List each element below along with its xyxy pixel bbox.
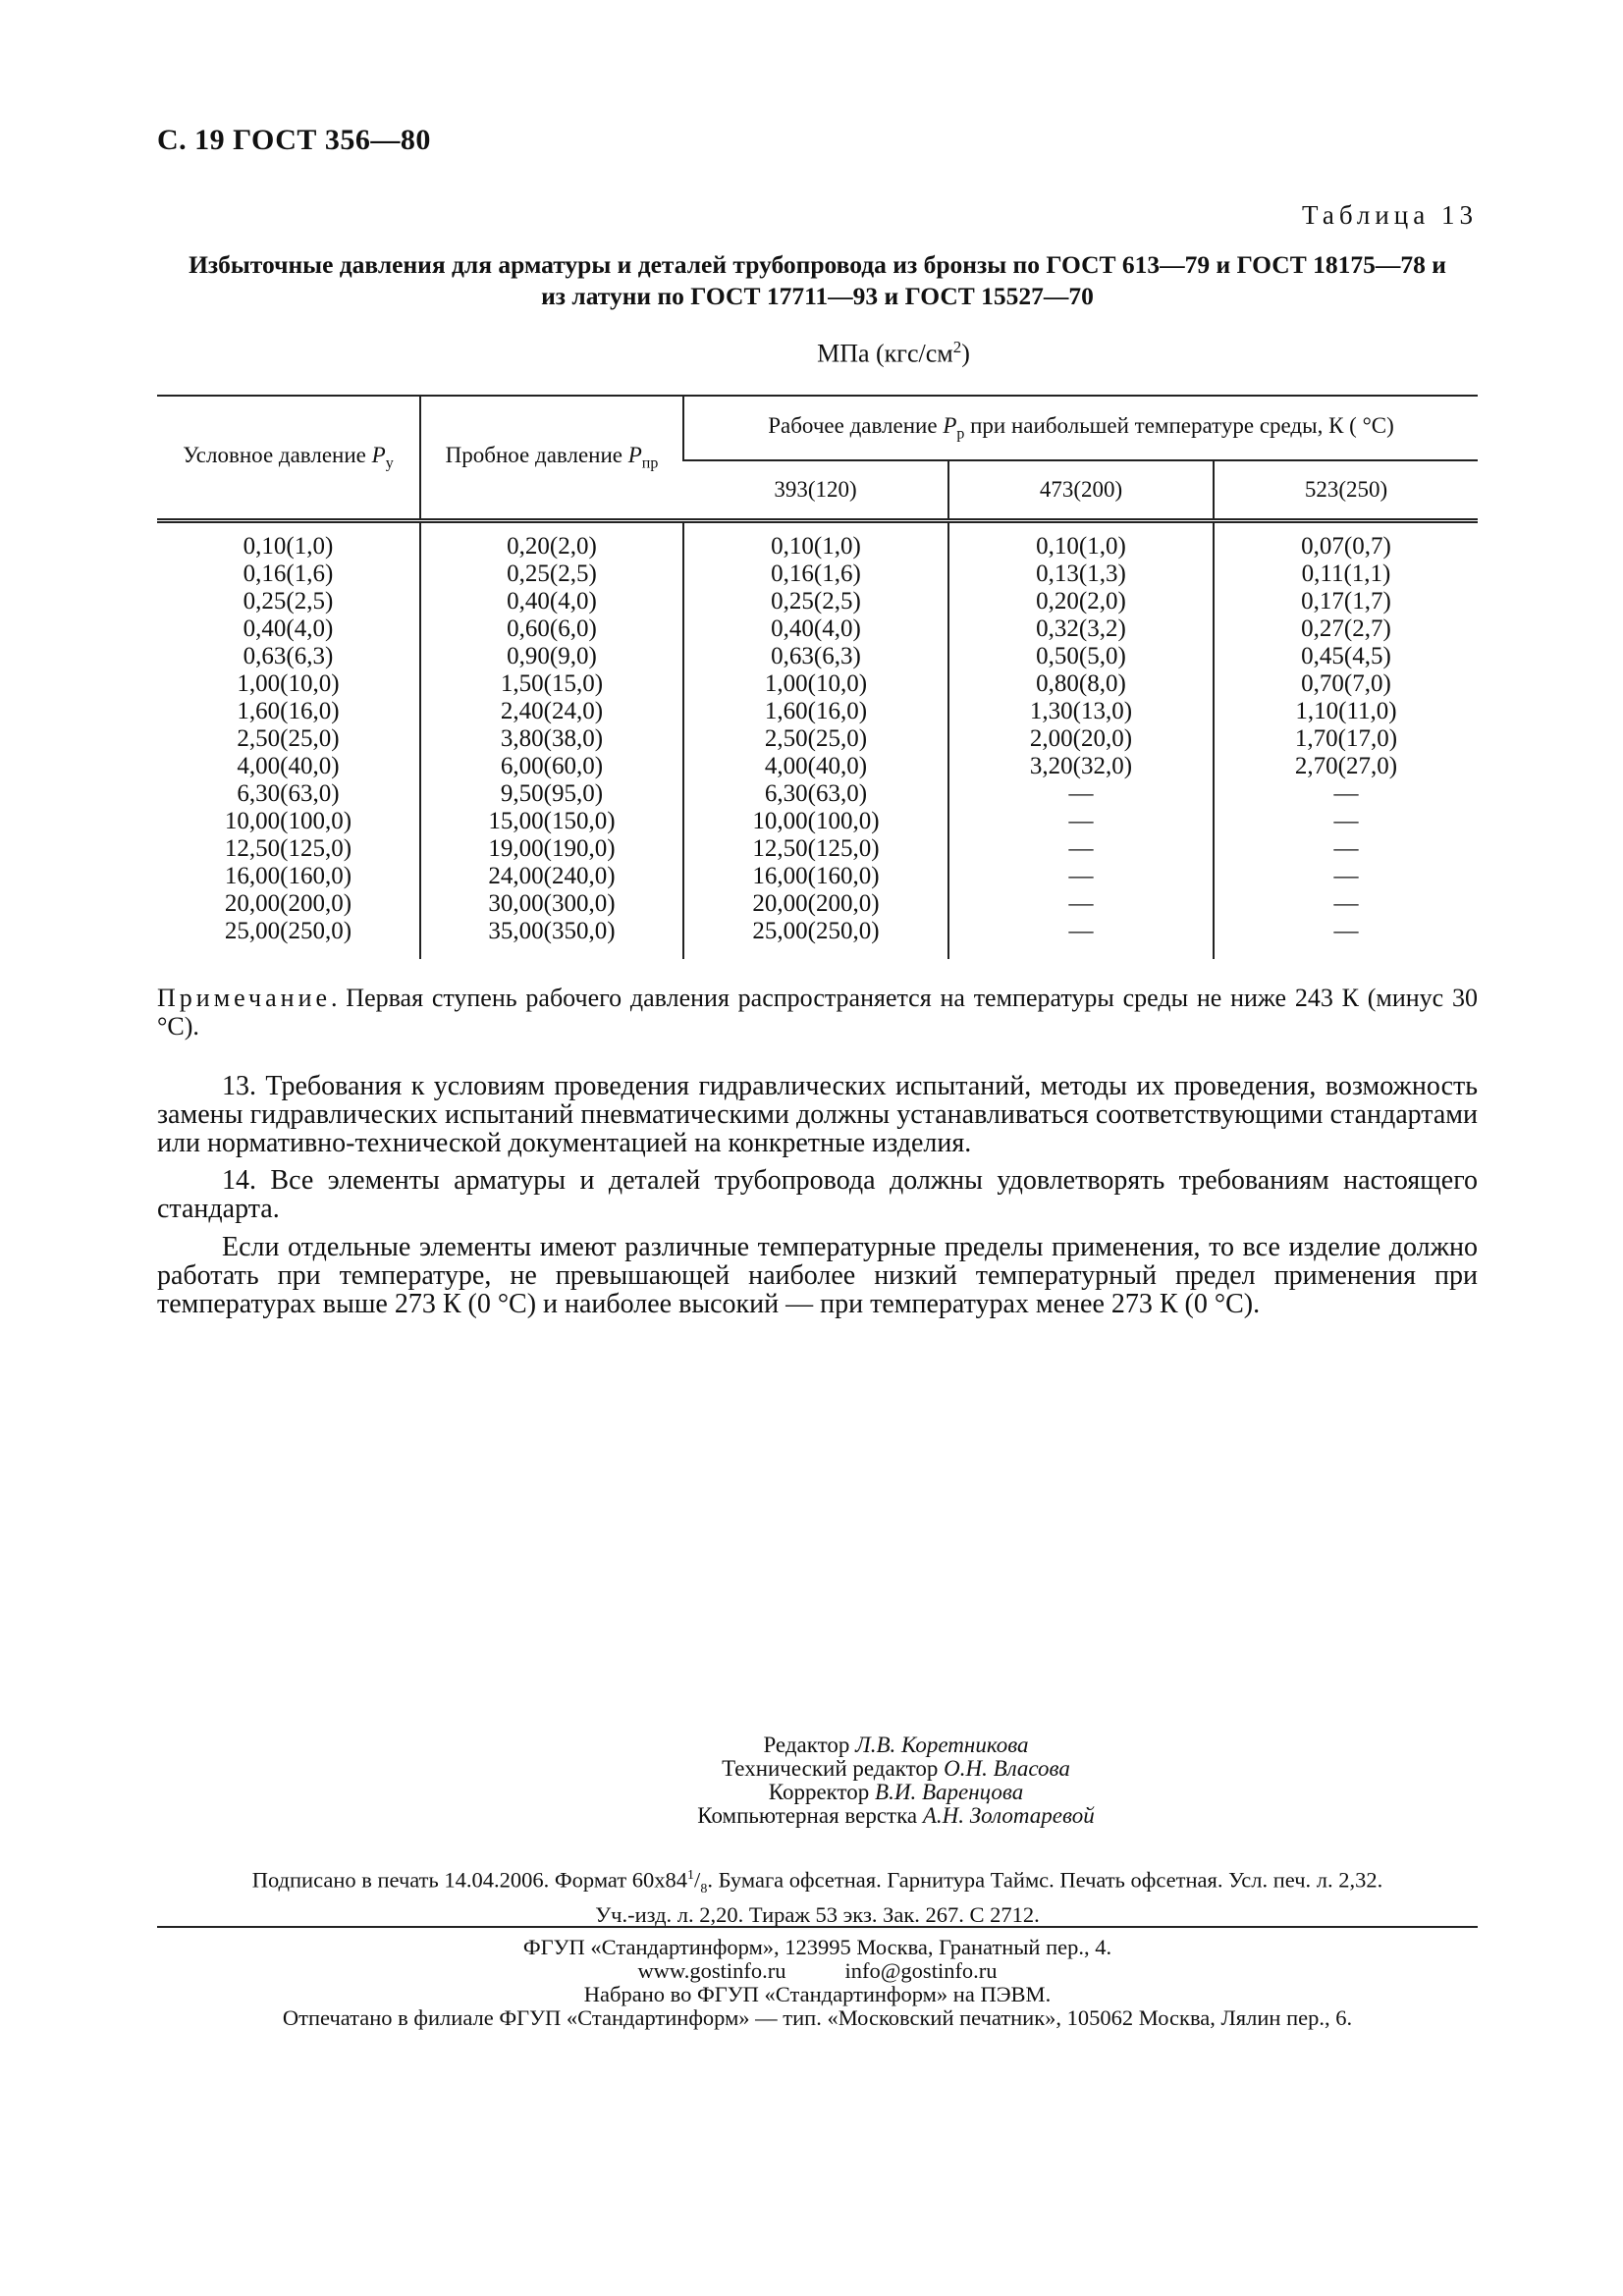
table-cell: 0,45(4,5) xyxy=(1214,643,1478,670)
header-temp-523: 523(250) xyxy=(1214,460,1478,521)
credit-name: А.Н. Золотаревой xyxy=(922,1803,1095,1828)
format-fraction-numerator: 1 xyxy=(687,1868,695,1883)
table-cell: 0,25(2,5) xyxy=(420,561,683,588)
table-cell: 0,11(1,1) xyxy=(1214,561,1478,588)
table-cell: 0,10(1,0) xyxy=(683,521,948,561)
table-cell: 15,00(150,0) xyxy=(420,808,683,835)
table-cell: 0,16(1,6) xyxy=(683,561,948,588)
table-cell: 6,30(63,0) xyxy=(237,780,340,807)
print-info-text: Подписано в печать 14.04.2006. Формат 60х84 xyxy=(251,1867,688,1893)
credit-role: Технический редактор xyxy=(722,1756,945,1781)
header-temp-393: 393(120) xyxy=(683,460,948,521)
table-cell: 25,00(250,0) xyxy=(683,918,948,959)
table-cell: 0,70(7,0) xyxy=(1214,670,1478,698)
table-cell: 12,50(125,0) xyxy=(224,835,352,862)
table-cell: — xyxy=(948,780,1214,808)
table-cell: 1,30(13,0) xyxy=(948,698,1214,725)
table-cell: 20,00(200,0) xyxy=(224,890,352,917)
table-cell: 2,50(25,0) xyxy=(683,725,948,753)
note-label: Примечание xyxy=(157,984,332,1012)
table-title-line-1: Избыточные давления для арматуры и деталей трубопровода из бронзы по ГОСТ 613—79 и ГОСТ 18175—78 и xyxy=(189,250,1446,279)
table-cell: — xyxy=(1214,780,1478,808)
table-label: Таблица 13 xyxy=(1302,200,1478,230)
table-cell: 19,00(190,0) xyxy=(420,835,683,863)
table-cell: — xyxy=(948,808,1214,835)
table-cell: 0,27(2,7) xyxy=(1214,615,1478,643)
table-cell: 9,50(95,0) xyxy=(420,780,683,808)
table-cell: — xyxy=(948,835,1214,863)
print-info-text-2: . Бумага офсетная. Гарнитура Таймс. Печать офсетная. Усл. печ. л. 2,32. xyxy=(707,1867,1383,1893)
header-test-pressure xyxy=(420,396,683,521)
table-body xyxy=(157,521,1478,960)
table-cell: 3,80(38,0) xyxy=(420,725,683,753)
table-cell: 1,00(10,0) xyxy=(683,670,948,698)
header-test-subscript: пр xyxy=(641,454,659,472)
credit-role: Корректор xyxy=(768,1780,876,1804)
header-nominal-text: Условное давление xyxy=(183,442,372,467)
credit-tech-editor xyxy=(236,1757,1556,1781)
email-link[interactable]: info@gostinfo.ru xyxy=(844,1958,998,1983)
print-info-line-2: Уч.-изд. л. 2,20. Тираж 53 экз. Зак. 267. С 2712. xyxy=(595,1902,1040,1927)
table-cell: 1,50(15,0) xyxy=(420,670,683,698)
table-cell: 0,10(1,0) xyxy=(948,521,1214,561)
table-cell: 0,20(2,0) xyxy=(420,521,683,561)
credit-layout xyxy=(236,1804,1556,1828)
table-cell: — xyxy=(1214,863,1478,890)
publisher-info xyxy=(157,1936,1478,2030)
credit-corrector xyxy=(236,1781,1556,1804)
table-cell: 24,00(240,0) xyxy=(420,863,683,890)
pressure-table xyxy=(157,395,1478,959)
table-cell: 1,10(11,0) xyxy=(1214,698,1478,725)
table-cell: 2,40(24,0) xyxy=(420,698,683,725)
paragraph-14: 14. Все элементы арматуры и деталей трубопровода должны удовлетворять требованиям настоящего стандарта. xyxy=(157,1165,1478,1224)
table-cell: — xyxy=(1214,835,1478,863)
publisher-line-1: ФГУП «Стандартинформ», 123995 Москва, Гранатный пер., 4. xyxy=(522,1935,1112,1959)
table-row xyxy=(157,863,1478,890)
header-working-pressure xyxy=(683,396,1478,460)
table-row xyxy=(157,643,1478,670)
header-test-symbol: P xyxy=(627,442,642,467)
credit-name: О.Н. Власова xyxy=(944,1756,1070,1781)
page-header: С. 19 ГОСТ 356—80 xyxy=(157,124,431,156)
table-cell: 0,90(9,0) xyxy=(420,643,683,670)
table-cell: 0,16(1,6) xyxy=(243,561,334,587)
table-row xyxy=(157,588,1478,615)
table-cell: 0,40(4,0) xyxy=(243,615,334,642)
table-cell: 6,30(63,0) xyxy=(683,780,948,808)
pressure-table-container xyxy=(157,395,1478,959)
credit-editor xyxy=(236,1734,1556,1757)
header-nominal-pressure xyxy=(157,396,420,521)
credit-role: Компьютерная верстка xyxy=(697,1803,923,1828)
publisher-line-4: Отпечатано в филиале ФГУП «Стандартинформ» — тип. «Московский печатник», 105062 Москва, Лялин пер., 6. xyxy=(282,2005,1353,2030)
header-temp-473: 473(200) xyxy=(948,460,1214,521)
header-nominal-symbol: P xyxy=(371,442,386,467)
table-cell: 1,60(16,0) xyxy=(237,698,340,724)
publisher-line-3: Набрано во ФГУП «Стандартинформ» на ПЭВМ. xyxy=(583,1982,1052,2006)
table-row xyxy=(157,521,1478,561)
table-cell: 0,25(2,5) xyxy=(243,588,334,614)
credit-name: В.И. Варенцова xyxy=(875,1780,1024,1804)
table-cell: 12,50(125,0) xyxy=(683,835,948,863)
table-cell: 0,10(1,0) xyxy=(243,533,334,560)
table-cell: 2,00(20,0) xyxy=(948,725,1214,753)
table-cell: 4,00(40,0) xyxy=(683,753,948,780)
website-link[interactable]: www.gostinfo.ru xyxy=(637,1958,786,1983)
credit-name: Л.В. Коретникова xyxy=(855,1733,1029,1757)
table-cell: 0,07(0,7) xyxy=(1214,521,1478,561)
table-cell: 0,40(4,0) xyxy=(420,588,683,615)
table-cell: 2,50(25,0) xyxy=(237,725,340,752)
table-cell: 0,63(6,3) xyxy=(683,643,948,670)
table-cell: — xyxy=(1214,918,1478,959)
table-cell: 10,00(100,0) xyxy=(683,808,948,835)
table-cell: 35,00(350,0) xyxy=(420,918,683,959)
publisher-contacts xyxy=(157,1959,1478,1983)
table-cell: 0,20(2,0) xyxy=(948,588,1214,615)
credit-role: Редактор xyxy=(763,1733,856,1757)
table-row xyxy=(157,808,1478,835)
table-cell: 0,40(4,0) xyxy=(683,615,948,643)
table-cell: — xyxy=(948,890,1214,918)
print-info xyxy=(157,1863,1478,1928)
table-cell: 10,00(100,0) xyxy=(224,808,352,834)
table-cell: 25,00(250,0) xyxy=(224,918,352,944)
table-row xyxy=(157,918,1478,959)
table-units xyxy=(157,338,1478,369)
header-working-symbol: P xyxy=(943,412,957,438)
table-cell: 16,00(160,0) xyxy=(224,863,352,889)
table-cell: 1,60(16,0) xyxy=(683,698,948,725)
table-cell: 4,00(40,0) xyxy=(237,753,340,779)
footer-divider xyxy=(157,1926,1478,1928)
table-cell: 2,70(27,0) xyxy=(1214,753,1478,780)
table-title xyxy=(157,249,1478,312)
table-cell: — xyxy=(1214,890,1478,918)
credits xyxy=(157,1734,1478,1828)
table-row xyxy=(157,561,1478,588)
table-row xyxy=(157,615,1478,643)
header-working-subscript: р xyxy=(956,425,965,443)
table-note xyxy=(157,984,1478,1041)
header-working-text: Рабочее давление xyxy=(768,412,944,438)
format-fraction-denominator: 8 xyxy=(700,1882,708,1896)
paragraph-13: 13. Требования к условиям проведения гидравлических испытаний, методы их проведения, возможность замены гидравлических испытаний пневматическими должны устанавливаться соответствующими стандартами или нормативно-технической документацией на конкретные изделия. xyxy=(157,1071,1478,1158)
header-nominal-subscript: у xyxy=(385,454,394,472)
table-row xyxy=(157,670,1478,698)
table-cell: 0,13(1,3) xyxy=(948,561,1214,588)
print-info-line-1: Подписано в печать 14.04.2006. Формат $60х84^1/_8$. Бумага офсетная. Гарнитура Таймс. Печать офсетная. Усл. печ. л. 2,32. xyxy=(251,1867,1383,1896)
units-superscript: 2 xyxy=(952,338,962,356)
table-cell: — xyxy=(948,863,1214,890)
table-cell: 0,32(3,2) xyxy=(948,615,1214,643)
table-cell: 16,00(160,0) xyxy=(683,863,948,890)
table-row xyxy=(157,780,1478,808)
table-cell: 0,63(6,3) xyxy=(243,643,334,669)
table-cell: — xyxy=(1214,808,1478,835)
table-cell: — xyxy=(948,918,1214,959)
table-row xyxy=(157,835,1478,863)
table-cell: 0,50(5,0) xyxy=(948,643,1214,670)
table-cell: 0,60(6,0) xyxy=(420,615,683,643)
table-cell: 0,80(8,0) xyxy=(948,670,1214,698)
table-cell: 3,20(32,0) xyxy=(948,753,1214,780)
table-cell: 1,00(10,0) xyxy=(237,670,340,697)
table-cell: 0,17(1,7) xyxy=(1214,588,1478,615)
table-cell: 6,00(60,0) xyxy=(420,753,683,780)
header-test-text: Пробное давление xyxy=(445,442,628,467)
table-cell: 30,00(300,0) xyxy=(420,890,683,918)
table-cell: 1,70(17,0) xyxy=(1214,725,1478,753)
table-row xyxy=(157,698,1478,725)
table-cell: 0,25(2,5) xyxy=(683,588,948,615)
units-text: МПа (кгс/см xyxy=(817,339,953,368)
note-text: . Первая ступень рабочего давления распространяется на температуры среды не ниже 243 К (минус 30 °С). xyxy=(157,984,1478,1041)
units-close: ) xyxy=(961,339,970,368)
table-row xyxy=(157,890,1478,918)
table-row xyxy=(157,753,1478,780)
table-cell: 20,00(200,0) xyxy=(683,890,948,918)
header-working-suffix: при наибольшей температуре среды, К ( °С) xyxy=(964,412,1394,438)
table-title-line-2: из латуни по ГОСТ 17711—93 и ГОСТ 15527—70 xyxy=(541,282,1094,310)
paragraph-15: Если отдельные элементы имеют различные температурные пределы применения, то все изделие должно работать при температуре, не превышающей наиболее низкий температурный предел применения при температурах выше 273 К (0 °С) и наиболее высокий — при температурах менее 273 К (0 °С). xyxy=(157,1232,1478,1319)
table-row xyxy=(157,725,1478,753)
